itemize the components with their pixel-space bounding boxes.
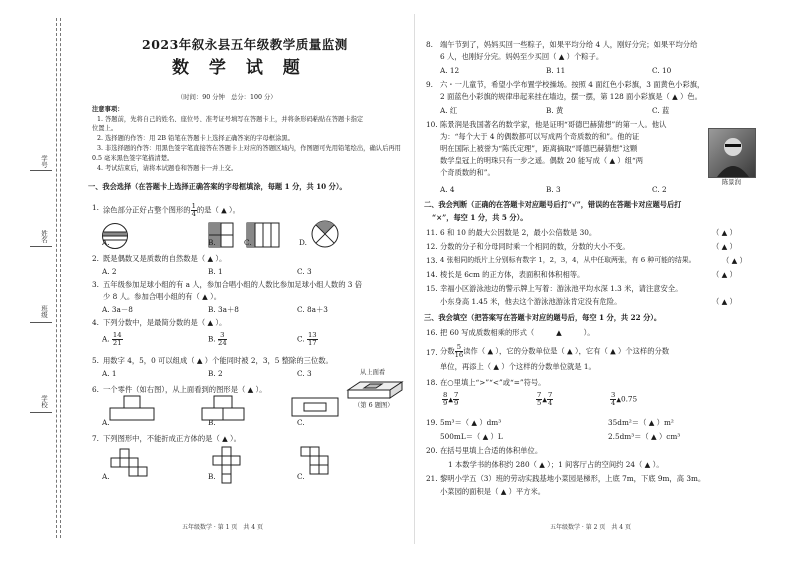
q3-option-b: B. 3a＋8 — [208, 305, 239, 314]
q4-option-b: B. $\frac{3}{24}$ — [208, 331, 227, 347]
q18-compare-1: $\frac{8}{9}$ ▲ $\frac{7}{9}$ — [443, 391, 459, 407]
q17-text: 分数 $\frac{5}{16}$ 读作（ ▲ ），它的分数单位是（ ▲ ），它有（ ▲ ）个这样的分数 — [440, 343, 670, 359]
q10-line4: 数学皇冠上的明珠只有一步之遥。偶数 20 能写成（ ▲ ）组“两 — [440, 156, 644, 165]
q16-number: 16. — [426, 328, 438, 337]
q20-text: 在括号里填上合适的体积单位。 — [440, 446, 543, 455]
q13-number: 13. — [426, 256, 438, 265]
q9-number: 9. — [426, 80, 433, 89]
q6-reference-figure — [346, 378, 404, 404]
q1-figure-b — [208, 222, 234, 252]
subject-title: 数 学 试 题 — [172, 58, 307, 78]
q2-option-c: C. 3 — [297, 267, 312, 276]
q19-item-2: 35dm²＝（ ▲ ）m² — [608, 418, 674, 427]
q7-text: 下列图形中，不能折成正方体的是（ ▲ ）。 — [103, 434, 241, 443]
q19-item-1: 5m³＝（ ▲ ）dm³ — [440, 418, 502, 427]
q15-text-line2: 小东身高 1.45 米，他去这个游泳池游泳肯定没有危险。 — [440, 297, 622, 306]
margin-fill-line — [30, 246, 52, 247]
q14-text: 棱长是 6cm 的正方体，表面积和体积相等。 — [440, 270, 585, 279]
q7-option-a: A. — [102, 472, 110, 481]
q10-option-c: C. 2 — [652, 185, 667, 194]
q8-line1: 端午节到了，妈妈买回一些粽子，如果平均分给 4 人，刚好分完；如果平均分给 — [440, 40, 698, 49]
section3-heading: 三、我会填空（把答案写在答题卡对应的题号后，每空 1 分，共 22 分）。 — [424, 313, 662, 322]
q15-number: 15. — [426, 284, 438, 293]
footer-right: 五年级数学 · 第 2 页 共 4 页 — [550, 524, 631, 531]
q7-net-b — [212, 446, 252, 492]
margin-label-student-number: 学号 — [40, 155, 48, 168]
q6-option-b: B. — [208, 418, 216, 427]
binding-line-2 — [60, 18, 61, 538]
note-line: 2. 选择题的作答：用 2B 铅笔在答题卡上选择正确答案的字母框涂黑。 — [97, 135, 294, 142]
q1-text: 涂色部分正好占整个图形的 $\frac{1}{4}$ 的是（ ▲ ）。 — [103, 202, 240, 218]
note-line: 3. 非选择题的作答：用黑色签字笔直接答在答题卡上对应的答题区域内，作图题可先用铅笔绘出，确认后再用 — [97, 145, 401, 152]
page-title: 2023年叙永县五年级教学质量监测 — [142, 37, 348, 52]
q21-number: 21. — [426, 474, 438, 483]
q5-option-b: B. 2 — [208, 369, 223, 378]
q14-number: 14. — [426, 270, 438, 279]
q13-text: 4 张相同的纸片上分别标有数字 1，2，3，4，从中任取两张，有 6 种可能的结果。 — [440, 256, 696, 264]
q3-option-c: C. 8a＋3 — [297, 305, 328, 314]
q12-answer-mark: （ ▲ ） — [712, 242, 737, 251]
q15-text: 幸福小区游泳池边的警示牌上写着：游泳池平均水深 1.3 米，请注意安全。 — [440, 284, 683, 293]
q11-number: 11. — [426, 228, 438, 237]
q18-compare-3: $\frac{3}{4}$ ▲0.75 — [611, 391, 638, 407]
q20-number: 20. — [426, 446, 438, 455]
q13-answer-mark: （ ▲ ） — [722, 256, 747, 265]
q6-option-a: A. — [102, 418, 110, 427]
q15-answer-mark: （ ▲ ） — [712, 297, 737, 306]
q1-figure-c — [246, 222, 280, 252]
q21-line1: 黎明小学五（3）班的劳动实践基地小菜园是梯形，上底 7m，下底 9m，高 3m。 — [440, 474, 706, 483]
q3-option-a: A. 3a－8 — [102, 305, 133, 314]
section2-heading-line2: “×”，每空 1 分，共 5 分）。 — [432, 213, 528, 222]
q2-option-b: B. 1 — [208, 267, 223, 276]
q8-number: 8. — [426, 40, 433, 49]
q10-number: 10. — [426, 120, 438, 129]
q18-compare-2: $\frac{7}{5}$ ▲ $\frac{7}{4}$ — [537, 391, 553, 407]
q12-text: 分数的分子和分母同时乘一个相同的数，分数的大小不变。 — [440, 242, 630, 251]
q10-line5: 个奇质数的和”。 — [440, 168, 495, 177]
q7-option-b: B. — [208, 472, 216, 481]
section2-heading: 二、我会判断（正确的在答题卡对应题号后打“√”，错误的在答题卡对应题号后打 — [424, 200, 682, 209]
q1-figure-d — [310, 219, 340, 253]
q9-option-a: A. 红 — [440, 106, 458, 115]
q5-text: 用数字 4，5，0 可以组成（ ▲ ）个能同时被 2，3，5 整除的三位数。 — [103, 356, 333, 365]
q8-line2: 6 人，也刚好分完。妈妈至少买回（ ▲ ）个粽子。 — [440, 52, 604, 61]
q17-line2: 单位，再添上（ ▲ ）个这样的分数单位就是 1。 — [440, 362, 596, 371]
q19-item-4: 2.5dm³＝（ ▲ ）cm³ — [608, 432, 681, 441]
q1-option-b: B. — [208, 238, 216, 247]
note-line: 4. 考试结束后，请将本试题卷和答题卡一并上交。 — [97, 165, 238, 172]
q3-text-line2: 少 8 人。参加合唱小组的有（ ▲ ）。 — [103, 292, 222, 301]
q17-number: 17. — [426, 348, 438, 357]
q18-text: 在○里填上“>”“<”或“=”符号。 — [440, 378, 546, 387]
q1-option-d: D. — [299, 238, 307, 247]
q7-option-c: C. — [297, 472, 305, 481]
note-line: 位置上。 — [92, 125, 118, 132]
margin-fill-line — [30, 170, 52, 171]
q6-figure-a — [108, 395, 164, 425]
q3-text-line1: 五年级参加足球小组的有 a 人，参加合唱小组的人数比参加足球小组人数的 3 倍 — [103, 280, 363, 289]
time-info: （时间：90 分钟 总分：100 分） — [177, 94, 277, 101]
margin-fill-line — [30, 322, 52, 323]
q9-line1: 六・一儿童节，希望小学布置学校操场。按照 4 面红色小彩旗，3 面黄色小彩旗， — [440, 80, 705, 89]
q14-answer-mark: （ ▲ ） — [712, 270, 737, 279]
q1-fraction: $\frac{1}{4}$ — [191, 202, 196, 218]
notes-heading: 注意事项： — [92, 106, 124, 113]
q9-option-c: C. 蓝 — [652, 106, 670, 115]
q8-option-b: B. 11 — [546, 66, 566, 75]
q5-number: 5. — [92, 356, 99, 365]
q6-text: 一个零件（如右图），从上面看到的图形是（ ▲ ）。 — [103, 385, 267, 394]
q20-line2: 1 本数学书的体积约 280（ ▲ ）；1 间客厅占的空间约 24（ ▲ ）。 — [448, 460, 664, 469]
q5-option-a: A. 1 — [102, 369, 117, 378]
q11-text: 6 和 10 的最大公因数是 2，最小公倍数是 30。 — [440, 228, 597, 237]
q6-option-c: C. — [297, 418, 305, 427]
q7-net-a — [110, 448, 150, 494]
margin-label-class: 班级 — [40, 305, 48, 318]
q18-number: 18. — [426, 378, 438, 387]
q4-option-c: C. $\frac{13}{17}$ — [297, 331, 317, 347]
q3-number: 3. — [92, 280, 99, 289]
q9-option-b: B. 黄 — [546, 106, 564, 115]
q7-net-c — [300, 446, 340, 492]
margin-label-school: 学校 — [40, 395, 48, 408]
q9-line2: 2 面蓝色小彩旗的规律串起来挂在墙边，摆一摆，第 128 面小彩旗是（ ▲ ）色。 — [440, 92, 702, 101]
page-divider — [414, 14, 415, 544]
note-line: 0.5 毫米黑色签字笔描清楚。 — [92, 155, 174, 162]
q19-number: 19. — [426, 418, 438, 427]
q4-number: 4. — [92, 318, 99, 327]
q10-line1: 陈景润是我国著名的数学家，他是证明“哥德巴赫猜想”的第一人。他认 — [440, 120, 667, 129]
binding-line — [56, 18, 57, 538]
q8-option-c: C. 10 — [652, 66, 672, 75]
q7-number: 7. — [92, 434, 99, 443]
q4-option-a: A. $\frac{14}{21}$ — [102, 331, 122, 347]
q10-option-a: A. 4 — [440, 185, 455, 194]
q4-text: 下列分数中，是最简分数的是（ ▲ ）。 — [103, 318, 227, 327]
section1-heading: 一、我会选择（在答题卡上选择正确答案的字母框填涂，每题 1 分，共 10 分）。 — [88, 182, 347, 191]
q19-item-3: 500mL＝（ ▲ ）L — [440, 432, 503, 441]
q12-number: 12. — [426, 242, 438, 251]
q2-option-a: A. 2 — [102, 267, 117, 276]
q6-number: 6. — [92, 385, 99, 394]
q10-photo-caption: 陈景润 — [722, 179, 741, 186]
q5-option-c: C. 3 — [297, 369, 312, 378]
q1-option-c: C. — [244, 238, 252, 247]
q6-figure-label: （第 6 题图） — [354, 402, 394, 409]
q8-option-a: A. 12 — [440, 66, 460, 75]
footer-left: 五年级数学 · 第 1 页 共 4 页 — [182, 524, 263, 531]
q10-option-b: B. 3 — [546, 185, 561, 194]
q10-line3: 明在国际上被誉为“陈氏定理”，距离摘取“哥德巴赫猜想”这颗 — [440, 144, 638, 153]
margin-label-name: 姓名 — [40, 230, 48, 243]
q1-option-a: A. — [102, 238, 110, 247]
q10-portrait-photo — [708, 128, 756, 178]
q16-text: 把 60 写成质数相乘的形式（ ▲ ）。 — [440, 328, 595, 337]
q2-number: 2. — [92, 254, 99, 263]
q21-line2: 小菜园的面积是（ ▲ ）平方米。 — [440, 487, 546, 496]
q1-number: 1. — [92, 203, 99, 212]
q17-fraction: $\frac{5}{16}$ — [454, 343, 464, 359]
margin-fill-line — [30, 412, 52, 413]
q11-answer-mark: （ ▲ ） — [712, 228, 737, 237]
q6-figure-top-label: 从上面看 — [360, 369, 386, 376]
q10-line2: 为：“每个大于 4 的偶数都可以写成两个奇质数的和”。他的证 — [440, 132, 640, 141]
q2-text: 既是偶数又是质数的自然数是（ ▲ ）。 — [103, 254, 227, 263]
note-line: 1. 答题前，先将自己的姓名、座位号、准考证号填写在答题卡上，并将条形码粘贴在答题卡指定 — [97, 116, 364, 123]
